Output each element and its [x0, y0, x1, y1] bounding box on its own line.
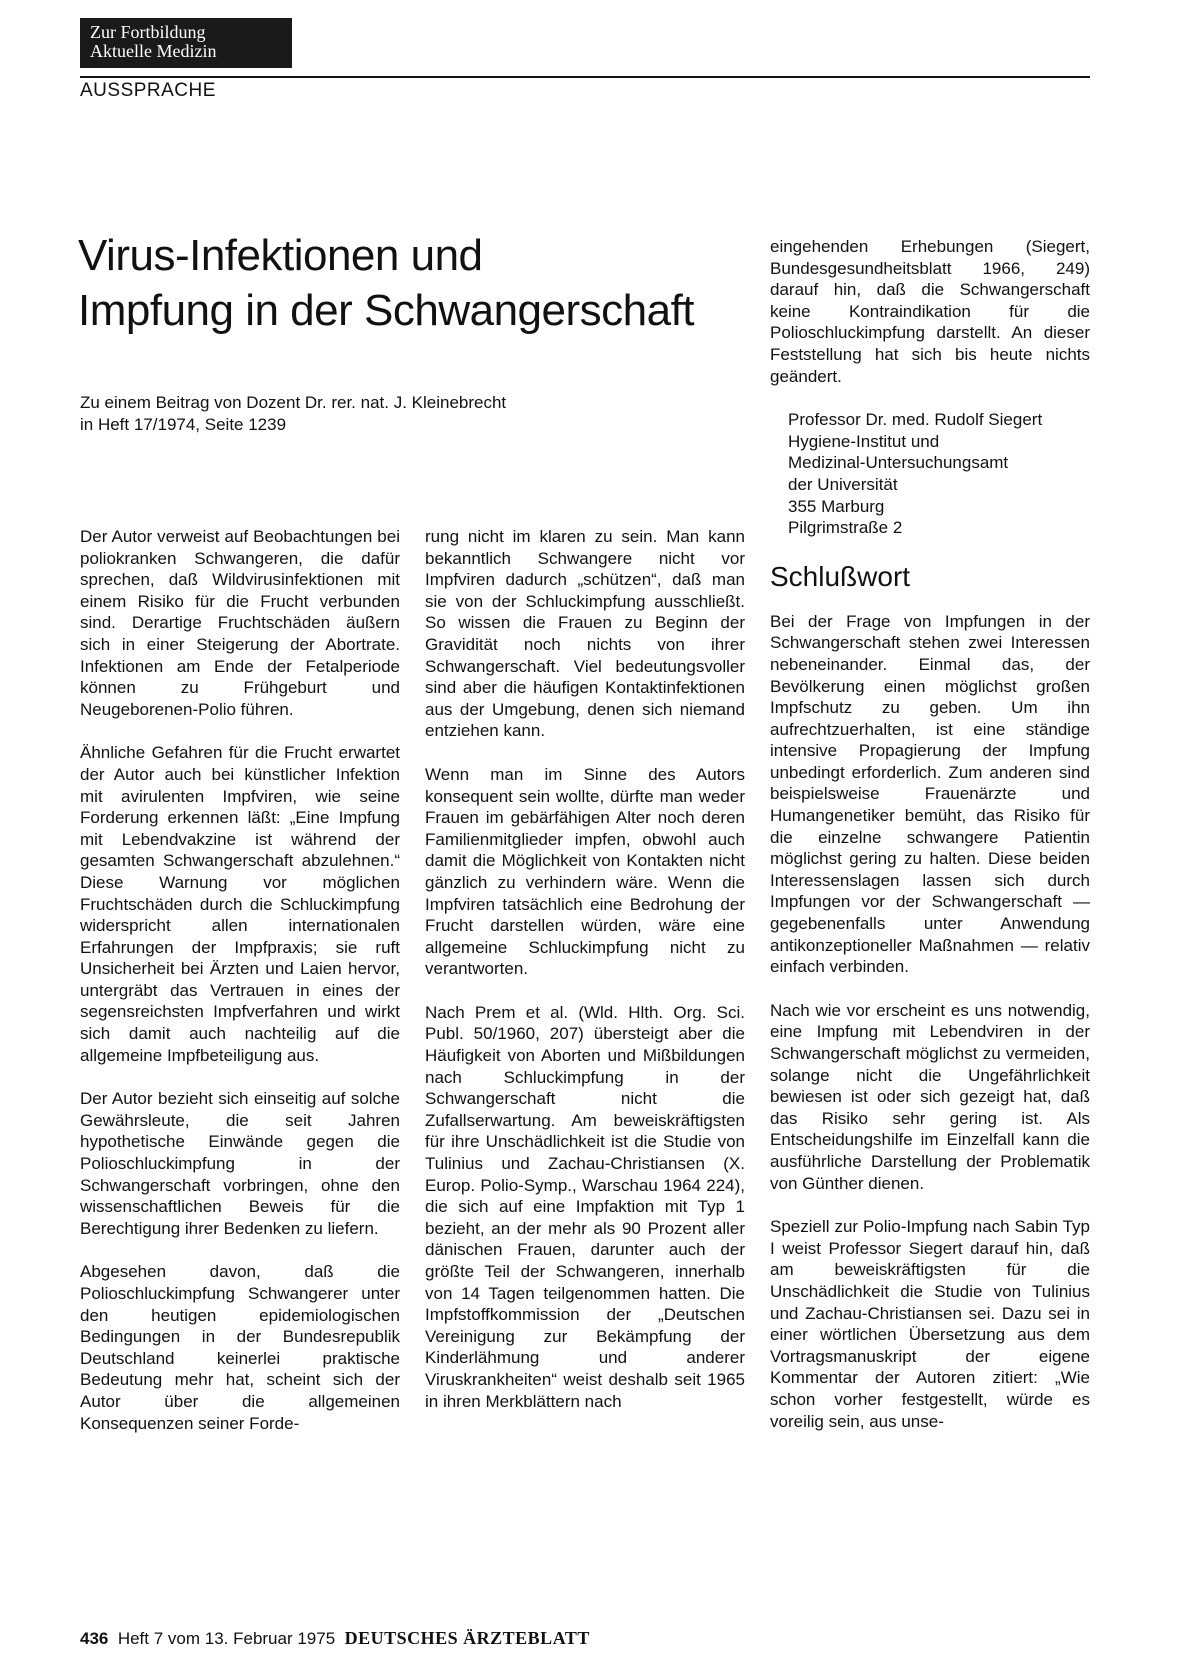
- category-badge: [80, 18, 292, 68]
- paragraph: eingehenden Erhebungen (Siegert, Bundesgesundheitsblatt 1966, 249) darauf hin, daß die Schwangerschaft keine Kontraindikation für die Polioschluckimpfung darstellt. An dieser Feststellung hat sich bis heute nichts geändert.: [770, 237, 1090, 386]
- page-footer: [80, 1628, 590, 1649]
- author-name: Professor Dr. med. Rudolf Siegert: [788, 410, 1043, 430]
- paragraph: Der Autor verweist auf Beobachtungen bei poliokranken Schwangeren, die dafür sprechen, daß Wildvirusinfektionen mit einem Risiko für die Frucht verbunden sind. Derartige Fruchtschäden äußern sich in einer Steigerung der Abortrate. Infektionen am Ende der Fetalperiode können zu Frühgeburt und Neugeborenen-Polio führen.: [80, 527, 400, 719]
- author-institution: Hygiene-Institut und: [788, 431, 940, 451]
- author-city: 355 Marburg: [788, 496, 885, 516]
- column-3: [770, 236, 1090, 1454]
- author-street: Pilgrimstraße 2: [788, 518, 903, 538]
- paragraph: Nach wie vor erscheint es uns notwendig, eine Impfung mit Lebendviren in der Schwangerschaft möglichst zu vermeiden, solange nicht die Ungefährlichkeit bewiesen ist oder sich gezeigt hat, daß das Risiko sehr gering ist. Als Entscheidungshilfe im Einzelfall kann die ausführliche Darstellung der Problematik von Günther dienen.: [770, 1000, 1090, 1193]
- paragraph: Wenn man im Sinne des Autors konsequent sein wollte, dürfte man weder Frauen im gebärfähigen Alter noch deren Familienmitglieder impfen, obwohl auch damit die Möglichkeit von Kontakten nicht gänzlich zu verhindern wäre. Wenn die Impfviren tatsächlich eine Bedrohung der Frucht darstellen würden, wäre eine allgemeine Schluckimpfung nicht zu verantworten.: [425, 764, 745, 979]
- page-number: 436: [80, 1629, 109, 1648]
- paragraph: Ähnliche Gefahren für die Frucht erwartet der Autor auch bei künstlicher Infektion mit avirulenten Impfviren, wie seine Forderung erkennen läßt: „Eine Impfung mit Lebendvakzine ist während der gesamten Schwangerschaft abzulehnen.“ Diese Warnung vor möglichen Fruchtschäden durch die Schluckimpfung widerspricht allen internationalen Erfahrungen der Impfpraxis; sie ruft Unsicherheit bei Ärzten und Laien hervor, untergräbt das Vertrauen in eines der segensreichsten Impfverfahren und wirkt sich damit auch nachteilig auf die allgemeine Impfbeteiligung aus.: [80, 743, 400, 1065]
- paragraph: Bei der Frage von Impfungen in der Schwangerschaft stehen zwei Interessen nebeneinander. Einmal das, der Bevölkerung einen möglichst großen Impfschutz zu geben. Um ihn aufrechtzuerhalten, ist eine ständige intensive Propagierung der Impfung unbedingt erforderlich. Zum anderen sind beispielsweise Frauenärzte und Humangenetiker bemüht, das Risiko für die einzelne schwangere Patientin möglichst gering zu halten. Diese beiden Interessenslagen lassen sich durch Impfungen vor der Schwangerschaft — gegebenenfalls unter Anwendung antikonzeptioneller Maßnahmen — relativ einfach verbinden.: [770, 611, 1090, 977]
- paragraph: Abgesehen davon, daß die Polioschluckimpfung Schwangerer unter den heutigen epidemiologischen Bedingungen in der Bundesrepublik Deutschland keinerlei praktische Bedeutung mehr hat, scheint sich der Autor über die allgemeinen Konsequenzen seiner Forde-: [80, 1262, 400, 1433]
- author-institution: der Universität: [788, 474, 898, 494]
- section-heading: Schlußwort: [770, 560, 911, 592]
- author-institution: Medizinal-Untersuchungsamt: [788, 453, 1009, 473]
- subtitle-line-2: in Heft 17/1974, Seite 1239: [80, 415, 287, 434]
- author-signature: [788, 409, 1090, 539]
- subtitle-line-1: Zu einem Beitrag von Dozent Dr. rer. nat. J. Kleinebrecht: [80, 393, 507, 412]
- header-rule: [80, 76, 1090, 78]
- title-line-1: Virus-Infektionen und: [78, 231, 483, 280]
- paragraph: Speziell zur Polio-Impfung nach Sabin Typ I weist Professor Siegert darauf hin, daß am beweiskräftigsten für die Unschädlichkeit die Studie von Tulinius und Zachau-Christiansen sei. Dazu sei in einer wörtlichen Übersetzung aus dem Vortragsmanuskript der eigene Kommentar der Autoren zitiert: „Wie schon vorher festgestellt, würde es voreilig sein, aus unse-: [770, 1217, 1090, 1431]
- badge-line-1: Zur Fortbildung: [90, 22, 206, 42]
- badge-line-2: Aktuelle Medizin: [90, 41, 217, 61]
- paragraph: Der Autor bezieht sich einseitig auf solche Gewährsleute, die seit Jahren hypothetische Einwände gegen die Polioschluckimpfung in der Schwangerschaft vorbringen, ohne den wissenschaftlichen Beweis für die Berechtigung ihrer Bedenken zu liefern.: [80, 1089, 400, 1238]
- paragraph: rung nicht im klaren zu sein. Man kann bekanntlich Schwangere nicht vor Impfviren dadurch „schützen“, daß man sie von der Schluckimpfung ausschließt. So wissen die Frauen zu Beginn der Gravidität noch nichts von ihrer Schwangerschaft. Viel bedeutungsvoller sind aber die häufigen Kontaktinfektionen aus der Umgebung, denen sich niemand entziehen kann.: [425, 527, 745, 741]
- paragraph: Nach Prem et al. (Wld. Hlth. Org. Sci. Publ. 50/1960, 207) übersteigt aber die Häufigkeit von Aborten und Mißbildungen nach Schluckimpfung in der Schwangerschaft nicht die Zufallserwartung. Am beweiskräftigsten für ihre Unschädlichkeit ist die Studie von Tulinius und Zachau-Christiansen (X. Europ. Polio-Symp., Warschau 1964 224), die sich auf eine Impfaktion mit Typ 1 bezieht, an der mehr als 90 Prozent aller dänischen Frauen, darunter auch der größte Teil der Schwangeren, innerhalb von 14 Tagen teilgenommen hatten. Die Impfstoffkommission der „Deutschen Vereinigung zur Bekämpfung der Kinderlähmung und anderer Viruskrankheiten“ weist deshalb seit 1965 in ihren Merkblättern nach: [425, 1002, 745, 1411]
- journal-name: DEUTSCHES ÄRZTEBLATT: [344, 1628, 590, 1648]
- column-2: [425, 526, 745, 1434]
- article-title: [78, 228, 758, 338]
- section-label: AUSSPRACHE: [80, 80, 216, 101]
- article-subtitle: [80, 392, 640, 436]
- column-1: [80, 526, 400, 1456]
- title-line-2: Impfung in der Schwangerschaft: [78, 286, 695, 335]
- issue-info: Heft 7 vom 13. Februar 1975: [117, 1629, 336, 1648]
